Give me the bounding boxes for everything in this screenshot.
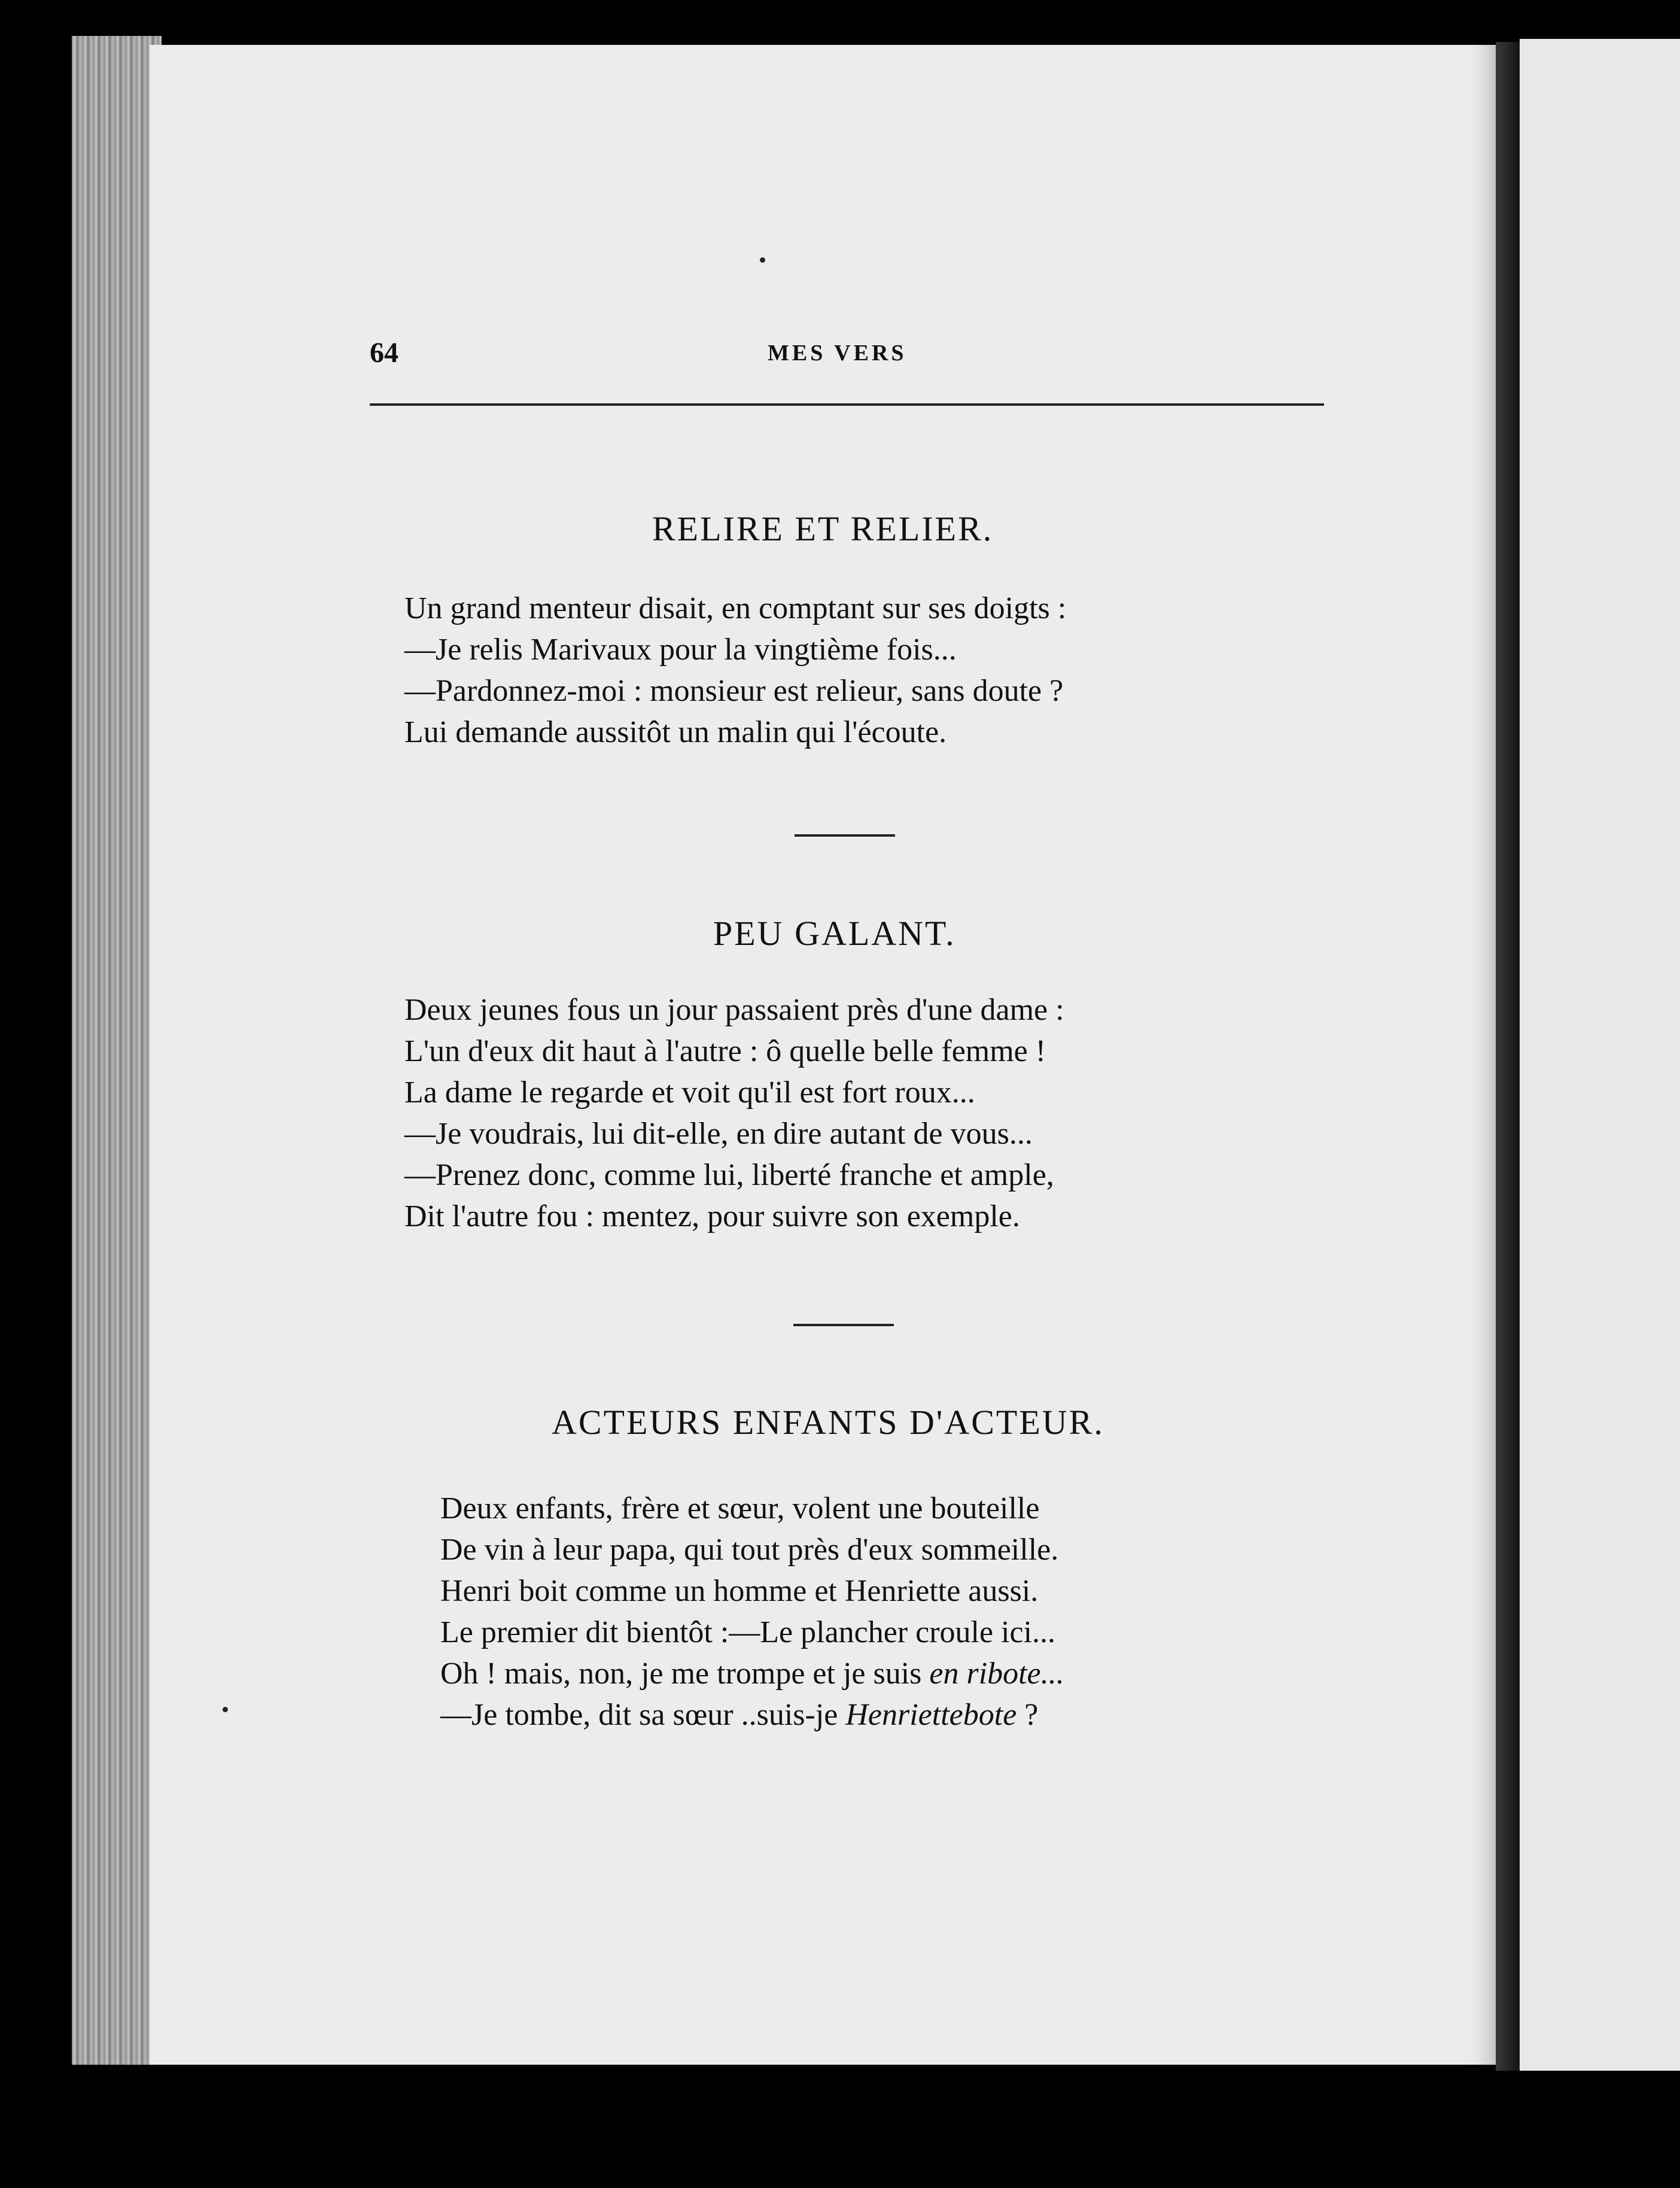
verse-line <box>440 1653 1064 1694</box>
facing-page <box>1520 39 1680 2071</box>
verse-line: —Je relis Marivaux pour la vingtième fois... <box>404 633 957 667</box>
verse-line: L'un d'eux dit haut à l'autre : ô quelle belle femme ! <box>404 1034 1046 1068</box>
book-gutter <box>1496 42 1520 2071</box>
verse-line: Dit l'autre fou : mentez, pour suivre son exemple. <box>404 1199 1020 1233</box>
page-edges <box>72 36 162 2065</box>
poem-title: PEU GALANT. <box>713 914 956 953</box>
verse-text: Oh ! mais, non, je me trompe et je suis <box>440 1657 930 1691</box>
verse-line: Un grand menteur disait, en comptant sur ses doigts : <box>404 591 1067 625</box>
poem-title: RELIRE ET RELIER. <box>652 509 994 548</box>
page-header <box>370 336 1324 372</box>
italic-phrase: en ribote... <box>929 1657 1064 1691</box>
ink-speck <box>760 257 765 263</box>
poem-verses <box>440 1488 1064 1736</box>
verse-line: Lui demande aussitôt un malin qui l'écoute. <box>404 715 947 749</box>
verse-line: Le premier dit bientôt :—Le plancher croule ici... <box>440 1615 1056 1649</box>
verse-line: —Je voudrais, lui dit-elle, en dire autant de vous... <box>404 1117 1033 1151</box>
header-rule <box>370 403 1324 406</box>
poem-verses <box>404 588 1066 753</box>
verse-line: —Prenez donc, comme lui, liberté franche et ample, <box>404 1158 1054 1192</box>
poem-verses <box>404 989 1064 1237</box>
verse-line <box>440 1694 1064 1736</box>
verse-line: La dame le regarde et voit qu'il est fort roux... <box>404 1075 975 1110</box>
ink-speck <box>223 1707 228 1712</box>
poem-title: ACTEURS ENFANTS D'ACTEUR. <box>552 1403 1104 1442</box>
verse-line: Deux jeunes fous un jour passaient près d'une dame : <box>404 993 1064 1027</box>
section-divider <box>795 834 895 837</box>
verse-line: De vin à leur papa, qui tout près d'eux sommeille. <box>440 1533 1059 1567</box>
verse-text: ? <box>1016 1698 1039 1732</box>
italic-phrase: Henriettebote <box>845 1698 1017 1732</box>
verse-line: Henri boit comme un homme et Henriette aussi. <box>440 1574 1039 1608</box>
page-number: 64 <box>370 337 398 369</box>
verse-line: —Pardonnez-moi : monsieur est relieur, sans doute ? <box>404 674 1064 708</box>
verse-line: Deux enfants, frère et sœur, volent une bouteille <box>440 1491 1040 1525</box>
section-divider <box>793 1324 894 1326</box>
running-head: MES VERS <box>768 341 907 366</box>
verse-text: —Je tombe, dit sa sœur ..suis-je <box>440 1698 846 1732</box>
